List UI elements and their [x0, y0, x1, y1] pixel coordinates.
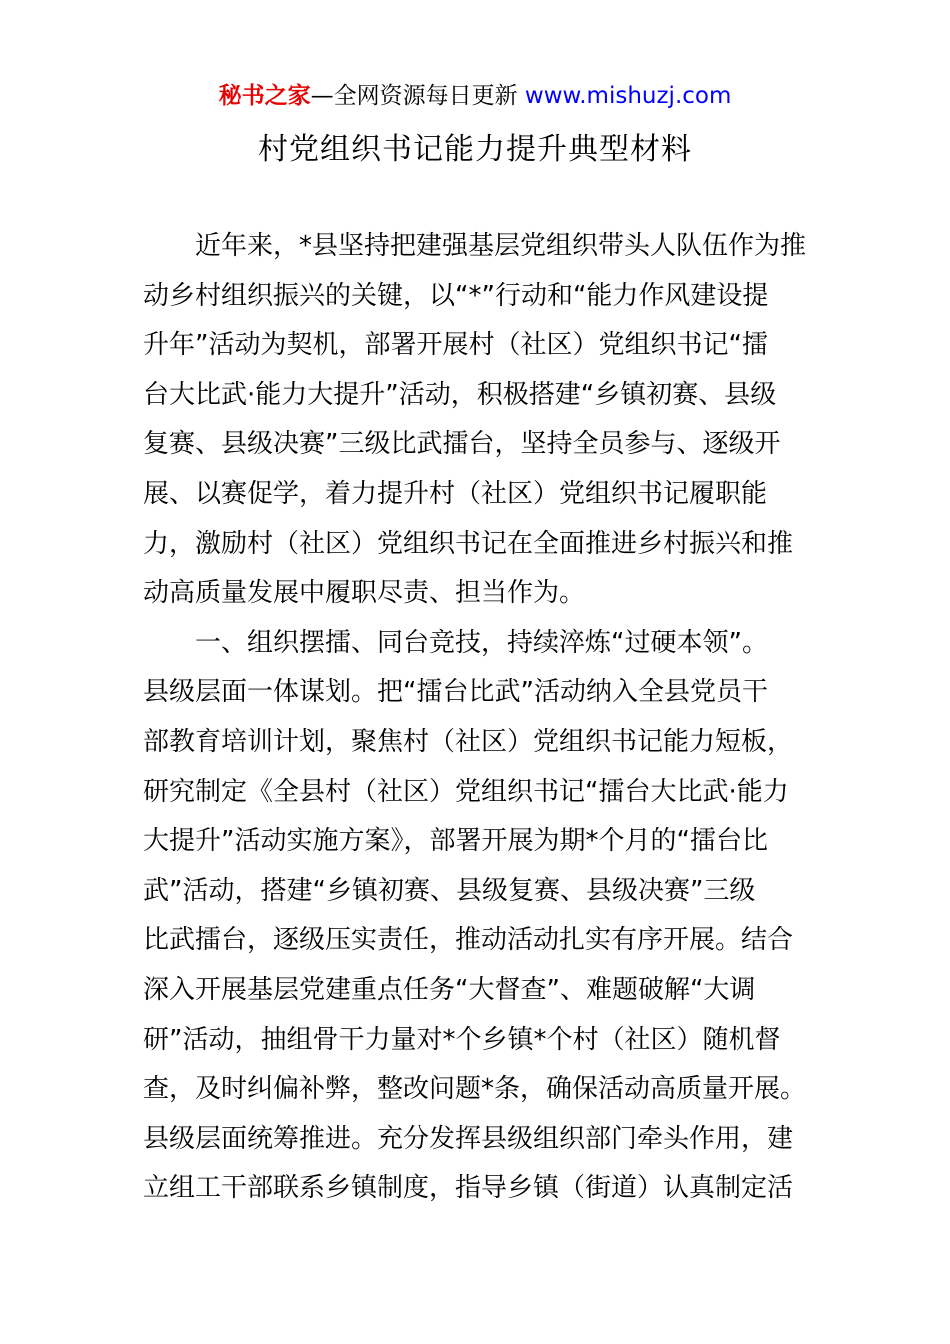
paragraph-line: 台大比武·能力大提升”活动，积极搭建“乡镇初赛、县级 [143, 379, 777, 410]
paragraph-line: 比武擂台，逐级压实责任，推动活动扎实有序开展。结合 [143, 925, 794, 956]
paragraph-line: 部教育培训计划，聚焦村（社区）党组织书记能力短板， [143, 726, 794, 757]
site-header [0, 80, 950, 112]
site-tagline: —全网资源每日更新 [310, 83, 525, 109]
paragraph-line: 研究制定《全县村（社区）党组织书记“擂台大比武·能力 [143, 776, 789, 807]
paragraph-line: 升年”活动为契机，部署开展村（社区）党组织书记“擂 [143, 330, 768, 361]
paragraph-line: 近年来，*县坚持把建强基层党组织带头人队伍作为推 [195, 231, 807, 261]
paragraph-line: 查，及时纠偏补弊，整改问题*条，确保活动高质量开展。 [143, 1074, 807, 1105]
paragraph-line: 县级层面一体谋划。把“擂台比武”活动纳入全县党员干 [143, 677, 768, 708]
paragraph-line: 动高质量发展中履职尽责、担当作为。 [143, 578, 586, 609]
paragraph-line: 立组工干部联系乡镇制度，指导乡镇（街道）认真制定活 [143, 1173, 794, 1204]
site-url-link[interactable]: www.mishuzj.com [524, 83, 732, 109]
paragraph-line: 研”活动，抽组骨干力量对*个乡镇*个村（社区）随机督 [143, 1024, 781, 1055]
section-heading-line: 一、组织摆擂、同台竞技，持续淬炼“过硬本领”。 [195, 627, 768, 658]
site-brand: 秘书之家 [218, 83, 311, 109]
paragraph-line: 展、以赛促学，着力提升村（社区）党组织书记履职能 [143, 478, 768, 509]
paragraph-line: 县级层面统筹推进。充分发挥县级组织部门牵头作用，建 [143, 1123, 794, 1154]
paragraph-line: 大提升”活动实施方案》，部署开展为期*个月的“擂台比 [143, 826, 768, 857]
paragraph-line: 深入开展基层党建重点任务“大督查”、难题破解“大调 [143, 974, 756, 1005]
document-body [143, 222, 811, 1214]
paragraph-line: 力，激励村（社区）党组织书记在全面推进乡村振兴和推 [143, 528, 794, 559]
paragraph-line: 复赛、县级决赛”三级比武擂台，坚持全员参与、逐级开 [143, 429, 781, 460]
paragraph-line: 动乡村组织振兴的关键，以“*”行动和“能力作风建设提 [143, 280, 769, 311]
document-title: 村党组织书记能力提升典型材料 [258, 132, 692, 167]
paragraph-line: 武”活动，搭建“乡镇初赛、县级复赛、县级决赛”三级 [143, 875, 756, 906]
